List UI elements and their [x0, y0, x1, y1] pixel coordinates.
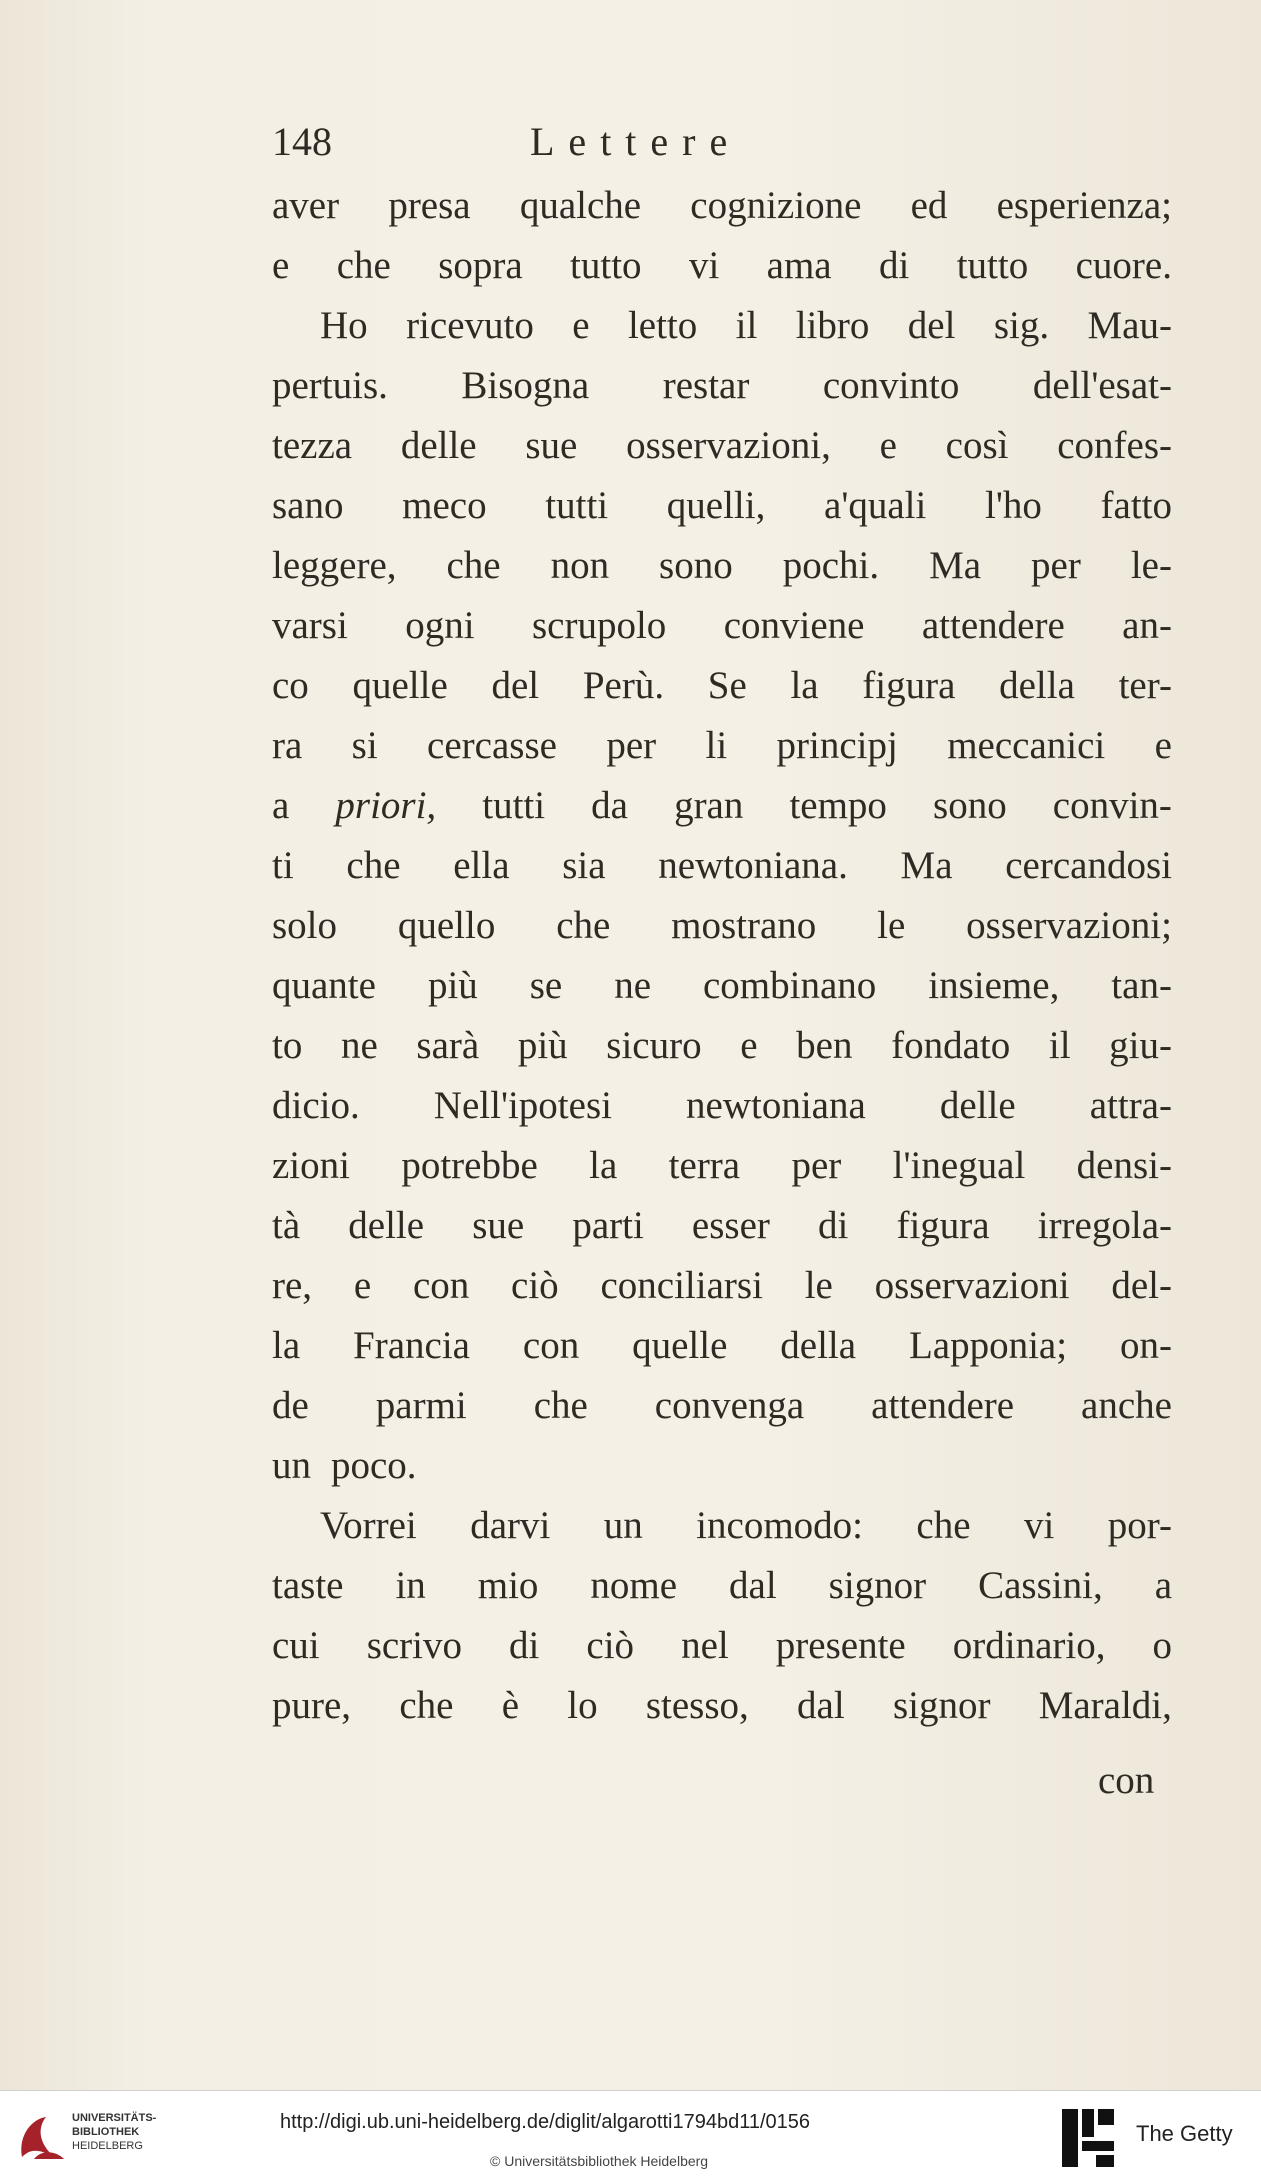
word: quelle — [352, 664, 448, 707]
word: ra — [272, 724, 303, 767]
word: presa — [388, 184, 471, 227]
word: sue — [525, 424, 578, 467]
word: le — [804, 1264, 833, 1307]
word: delle — [400, 424, 477, 467]
word: anche — [1081, 1384, 1172, 1427]
word: che — [533, 1384, 588, 1427]
word: nel — [681, 1624, 729, 1667]
text-line — [272, 1556, 1172, 1616]
text-line — [272, 416, 1172, 476]
word: se — [529, 964, 563, 1007]
word: Ma — [929, 544, 982, 587]
word: meccanici — [947, 724, 1106, 767]
word: giu- — [1109, 1024, 1172, 1067]
word: che — [336, 244, 391, 287]
word: quelle — [632, 1324, 728, 1367]
word: Mau- — [1087, 304, 1172, 347]
footer-bar — [0, 2090, 1261, 2183]
word: lo — [567, 1684, 598, 1727]
word: così — [945, 424, 1009, 467]
word: qualche — [519, 184, 642, 227]
word: mostrano — [671, 904, 817, 947]
word: sarà — [416, 1024, 480, 1067]
text-line — [272, 1316, 1172, 1376]
word: e — [272, 244, 290, 287]
word: un — [272, 1444, 311, 1487]
text-line — [272, 1136, 1172, 1196]
text-line — [272, 776, 1172, 836]
word: delle — [348, 1204, 425, 1247]
word: Lapponia; — [908, 1324, 1068, 1367]
word: e — [740, 1024, 758, 1067]
word: di — [879, 244, 910, 287]
word: sia — [562, 844, 606, 887]
word: esser — [691, 1204, 770, 1247]
word: vi — [688, 244, 720, 287]
page-header — [272, 118, 1192, 178]
text-line — [272, 596, 1172, 656]
word: nome — [590, 1564, 678, 1607]
word: sano — [272, 484, 344, 527]
word: di — [818, 1204, 849, 1247]
word: mio — [477, 1564, 539, 1607]
word: taste — [272, 1564, 344, 1607]
word: tutto — [570, 244, 642, 287]
word: attendere — [871, 1384, 1015, 1427]
word: delle — [939, 1084, 1016, 1127]
word: Ma — [900, 844, 953, 887]
word: darvi — [470, 1504, 551, 1547]
word: ogni — [405, 604, 475, 647]
word: la — [272, 1324, 301, 1367]
word: li — [705, 724, 728, 767]
word: letto — [627, 304, 698, 347]
word: per — [1031, 544, 1081, 587]
word: varsi — [272, 604, 348, 647]
getty-label: The Getty — [1136, 2121, 1233, 2146]
word: signor — [828, 1564, 927, 1607]
word: e — [572, 304, 590, 347]
word: Cassini, — [978, 1564, 1103, 1607]
word: ella — [453, 844, 510, 887]
word: il — [1048, 1024, 1071, 1067]
word: ne — [614, 964, 652, 1007]
word: newtoniana — [686, 1084, 866, 1127]
text-line — [272, 1076, 1172, 1136]
word: in — [395, 1564, 426, 1607]
word: Ho — [320, 304, 368, 347]
text-line — [272, 1676, 1172, 1736]
word: o — [1152, 1624, 1172, 1667]
word: e — [879, 424, 897, 467]
word: insieme, — [928, 964, 1060, 1007]
word: ricevuto — [406, 304, 534, 347]
word: è — [501, 1684, 519, 1727]
word: sicuro — [606, 1024, 702, 1067]
word: fatto — [1100, 484, 1172, 527]
word: parmi — [375, 1384, 467, 1427]
word: pertuis. — [272, 364, 388, 407]
word: da — [591, 784, 628, 827]
word: scrivo — [366, 1624, 462, 1667]
word: pochi. — [782, 544, 880, 587]
word: ciò — [511, 1264, 559, 1307]
word: parti — [572, 1204, 644, 1247]
word: del — [907, 304, 956, 347]
word: fondato — [891, 1024, 1011, 1067]
word: per — [791, 1144, 842, 1187]
word: conviene — [723, 604, 865, 647]
word: presente — [775, 1624, 906, 1667]
word: figura — [862, 664, 956, 707]
word: ne — [340, 1024, 378, 1067]
word: sopra — [438, 244, 523, 287]
word: che — [399, 1684, 454, 1727]
word: l'inegual — [892, 1144, 1026, 1187]
word: a — [1154, 1564, 1172, 1607]
word: quello — [397, 904, 496, 947]
word: quante — [272, 964, 376, 1007]
word: del- — [1111, 1264, 1172, 1307]
word: libro — [795, 304, 870, 347]
word: stesso, — [645, 1684, 749, 1727]
word: l'ho — [985, 484, 1042, 527]
word: ed — [910, 184, 948, 227]
word: attra- — [1089, 1084, 1172, 1127]
word: figura — [896, 1204, 990, 1247]
word: della — [780, 1324, 857, 1367]
word: restar — [662, 364, 750, 407]
word: le- — [1130, 544, 1172, 587]
word: convenga — [654, 1384, 805, 1427]
word: osservazioni, — [626, 424, 831, 467]
catchword: con — [1098, 1759, 1155, 1802]
word: densi- — [1076, 1144, 1172, 1187]
word: cuore. — [1075, 244, 1172, 287]
word: Nell'ipotesi — [433, 1084, 612, 1127]
word: le — [877, 904, 906, 947]
word: tutto — [956, 244, 1029, 287]
text-line — [272, 1196, 1172, 1256]
word: tempo — [789, 784, 887, 827]
word: di — [509, 1624, 540, 1667]
text-line — [272, 956, 1172, 1016]
word: osservazioni — [874, 1264, 1070, 1307]
word: newtoniana. — [658, 844, 848, 887]
word: più — [427, 964, 478, 1007]
word: leggere, — [272, 544, 397, 587]
word: principj — [776, 724, 898, 767]
word: confes- — [1057, 424, 1172, 467]
word: re, — [272, 1264, 313, 1307]
library-name: UNIVERSITÄTS- BIBLIOTHEK HEIDELBERG — [72, 2112, 157, 2152]
word: e — [353, 1264, 372, 1307]
word: Se — [707, 664, 747, 707]
word: non — [550, 544, 610, 587]
word: co — [272, 664, 309, 707]
word: dal — [797, 1684, 845, 1727]
word: e — [1154, 724, 1172, 767]
word: la — [589, 1144, 618, 1187]
word: por- — [1107, 1504, 1172, 1547]
text-line — [272, 656, 1172, 716]
word: con — [522, 1324, 580, 1367]
text-line — [272, 176, 1172, 236]
word: tan- — [1111, 964, 1172, 1007]
body-text — [272, 176, 1172, 1736]
word: che — [916, 1504, 971, 1547]
text-line — [272, 356, 1172, 416]
word: ordinario, — [952, 1624, 1106, 1667]
word: Perù. — [582, 664, 665, 707]
word: zioni — [272, 1144, 350, 1187]
word: della — [999, 664, 1075, 707]
word: sue — [472, 1204, 525, 1247]
word: tà — [272, 1204, 301, 1247]
word: tutti — [545, 484, 609, 527]
word: ben — [796, 1024, 853, 1067]
word: tutti — [482, 784, 546, 827]
text-line — [272, 1256, 1172, 1316]
word: gran — [674, 784, 744, 827]
text-line — [272, 836, 1172, 896]
word: solo — [272, 904, 338, 947]
copyright-notice: © Universitätsbibliothek Heidelberg — [490, 2153, 709, 2169]
source-url-link[interactable]: http://digi.ub.uni-heidelberg.de/diglit/algarotti1794bd11/0156 — [280, 2111, 811, 2133]
text-line — [272, 1376, 1172, 1436]
word: combinano — [703, 964, 877, 1007]
word: a — [272, 784, 290, 827]
word: Bisogna — [461, 364, 590, 407]
word: on- — [1119, 1324, 1172, 1367]
word: dal — [729, 1564, 777, 1607]
word: ciò — [586, 1624, 635, 1667]
word: de — [272, 1384, 309, 1427]
text-line — [272, 536, 1172, 596]
word: signor — [892, 1684, 991, 1727]
running-title: Lettere — [530, 119, 742, 164]
word: dell'esat- — [1032, 364, 1172, 407]
word: del — [491, 664, 540, 707]
word: tezza — [272, 424, 353, 467]
word: irregola- — [1037, 1204, 1172, 1247]
word: sono — [659, 544, 733, 587]
word: sono — [933, 784, 1007, 827]
word: Maraldi, — [1038, 1684, 1172, 1727]
word: meco — [402, 484, 487, 527]
word: per — [606, 724, 657, 767]
word: convin- — [1052, 784, 1172, 827]
word: sig. — [993, 304, 1050, 347]
word: ter- — [1118, 664, 1172, 707]
word: cui — [272, 1624, 320, 1667]
word: esperienza; — [996, 184, 1172, 227]
word: si — [351, 724, 378, 767]
word: terra — [668, 1144, 741, 1187]
word: con — [412, 1264, 470, 1307]
word: priori, — [335, 784, 437, 827]
word: Francia — [353, 1324, 470, 1367]
word: to — [272, 1024, 303, 1067]
word: pure, — [272, 1684, 352, 1727]
text-line — [272, 1436, 1172, 1496]
word: poco. — [331, 1444, 417, 1487]
word: un — [603, 1504, 643, 1547]
word: cognizione — [690, 184, 862, 227]
word: osservazioni; — [966, 904, 1172, 947]
word: potrebbe — [401, 1144, 538, 1187]
word: a'quali — [824, 484, 927, 527]
word: la — [790, 664, 819, 707]
getty-logo-icon — [1058, 2103, 1118, 2173]
word: dicio. — [272, 1084, 360, 1127]
word: aver — [272, 184, 340, 227]
word: che — [446, 544, 501, 587]
word: cercandosi — [1005, 844, 1172, 887]
word: conciliarsi — [600, 1264, 763, 1307]
word: an- — [1122, 604, 1172, 647]
word: scrupolo — [531, 604, 667, 647]
word: vi — [1023, 1504, 1055, 1547]
word: quelli, — [666, 484, 766, 527]
text-line — [272, 1496, 1172, 1556]
word: cercasse — [427, 724, 557, 767]
word: ti — [272, 844, 294, 887]
word: Vorrei — [320, 1504, 417, 1547]
word: più — [517, 1024, 568, 1067]
text-line — [272, 716, 1172, 776]
text-line — [272, 1016, 1172, 1076]
word: il — [735, 304, 758, 347]
text-line — [272, 296, 1172, 356]
word: convinto — [822, 364, 960, 407]
word: attendere — [921, 604, 1065, 647]
text-line — [272, 236, 1172, 296]
text-line — [272, 896, 1172, 956]
text-line — [272, 1616, 1172, 1676]
word: incomodo: — [696, 1504, 863, 1547]
page-number: 148 — [272, 119, 332, 164]
text-line — [272, 476, 1172, 536]
word: che — [346, 844, 401, 887]
word: che — [556, 904, 611, 947]
word: ama — [766, 244, 832, 287]
